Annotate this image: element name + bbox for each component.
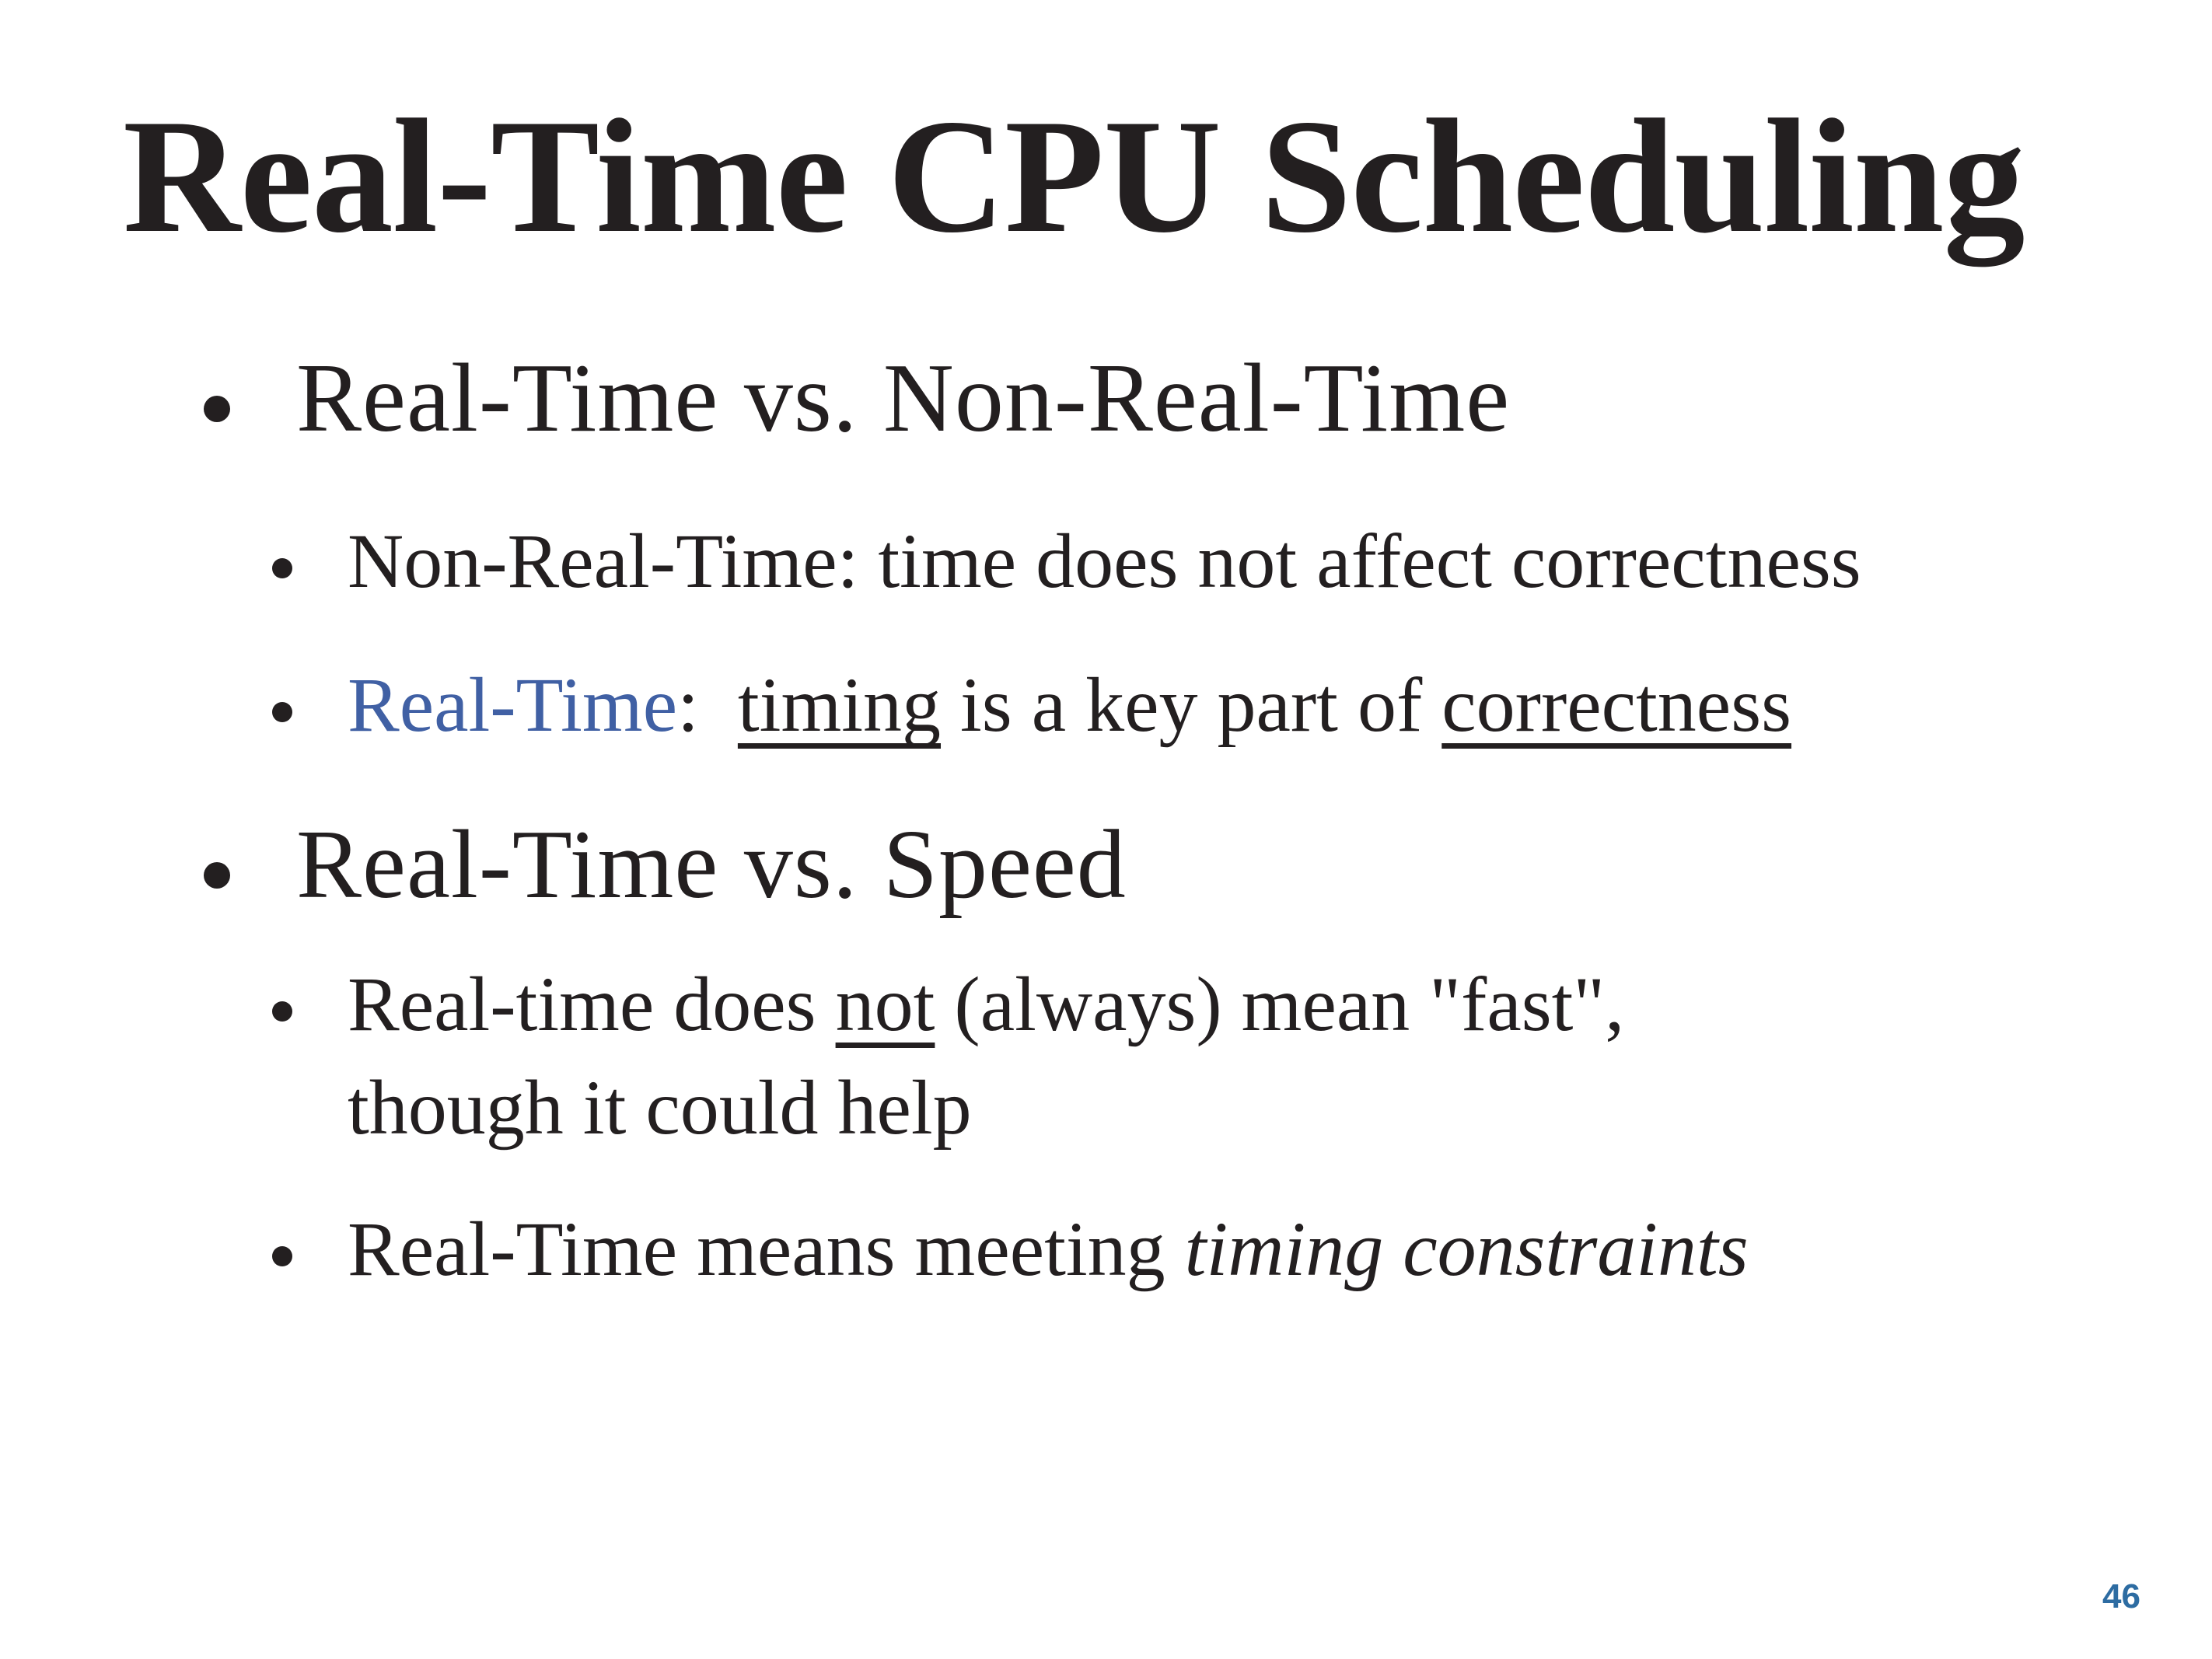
bullet-dot-icon (272, 1001, 292, 1022)
bullet-text-segment: Non-Real-Time: time does not affect correctness (348, 518, 1861, 604)
bullet-text-segment: Real-Time means meeting (348, 1206, 1185, 1292)
bullet-text-segment: (always) mean "fast", (935, 961, 1625, 1047)
bullet-item (204, 335, 1510, 463)
bullet-item (204, 802, 1127, 929)
bullet-text-segment: correctness (1441, 662, 1792, 748)
bullet-item (272, 653, 1791, 756)
bullet-text (348, 952, 1624, 1159)
bullet-text-segment: timing (737, 662, 942, 748)
bullet-text-segment: though it could help (348, 1064, 972, 1151)
bullet-item (272, 952, 1624, 1159)
bullet-item (272, 509, 1861, 613)
bullet-text (348, 1197, 1749, 1301)
bullet-text-segment: Real-Time (348, 662, 678, 748)
slide-title: Real-Time CPU Scheduling (123, 86, 2025, 267)
bullet-text-segment: Real-Time vs. Non-Real-Time (296, 344, 1511, 452)
bullet-item (272, 1197, 1749, 1301)
bullet-dot-icon (272, 702, 292, 722)
bullet-text-segment: timing constraints (1184, 1206, 1749, 1292)
bullet-dot-icon (272, 1246, 292, 1266)
bullet-dot-icon (272, 558, 292, 578)
bullet-dot-icon (204, 862, 230, 889)
bullet-text (296, 802, 1127, 929)
bullet-text-segment: : (677, 662, 738, 748)
bullet-text-segment: Real-time does (348, 961, 836, 1047)
bullet-text-segment: Real-Time vs. Speed (296, 811, 1127, 919)
bullet-dot-icon (204, 396, 230, 422)
bullet-text (296, 335, 1510, 463)
bullet-text-segment: is a key part of (941, 662, 1442, 748)
page-number: 46 (2102, 1577, 2140, 1615)
bullet-text (348, 653, 1791, 756)
bullet-text (348, 509, 1861, 613)
bullet-text-segment: not (835, 961, 935, 1047)
